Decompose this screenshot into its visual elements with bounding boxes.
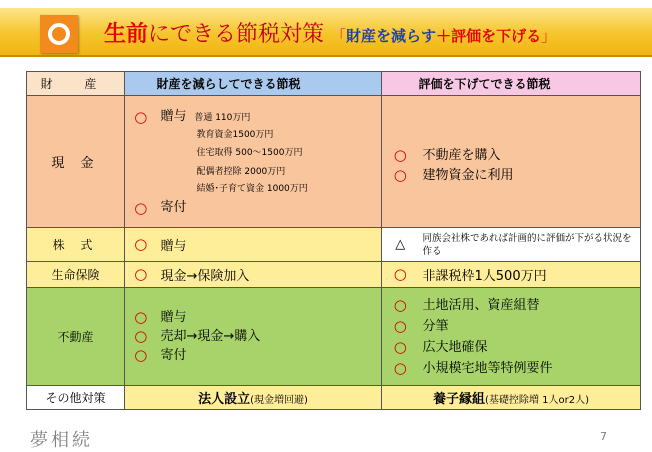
row-realestate bbox=[27, 288, 641, 386]
other-lower-note: (基礎控除増 1人or2人) bbox=[485, 395, 589, 406]
circle-mark: ○ bbox=[134, 198, 148, 217]
circle-mark: ○ bbox=[393, 265, 407, 283]
insurance-reduce-item: 現金→保険加入 bbox=[160, 269, 250, 284]
footer-brand: 夢相続 bbox=[30, 430, 93, 451]
row-cash bbox=[27, 96, 641, 228]
other-reduce-main: 法人設立 bbox=[198, 392, 251, 407]
realestate-lower-item: 広大地確保 bbox=[422, 339, 488, 355]
circle-mark: ○ bbox=[134, 327, 148, 345]
cash-gift-detail: 結婚･子育て資金 1000万円 bbox=[196, 183, 308, 194]
stock-reduce-item: 贈与 bbox=[160, 239, 187, 254]
other-reduce-note: (現金増回避) bbox=[250, 395, 308, 406]
other-reduce-cell bbox=[125, 386, 382, 410]
title-sub-red: 評価を下げる bbox=[451, 27, 542, 45]
cash-gift-detail: 普通 110万円 bbox=[194, 112, 251, 123]
triangle-mark: △ bbox=[395, 237, 406, 252]
circle-mark: ○ bbox=[393, 146, 407, 164]
realestate-reduce-item: 売却→現金→購入 bbox=[160, 329, 261, 344]
category-insurance: 生命保険 bbox=[27, 262, 125, 288]
realestate-lower-item: 分筆 bbox=[422, 318, 449, 334]
cash-lower-item: 建物資金に利用 bbox=[422, 167, 514, 183]
title-sub-blue: 財産を減らす bbox=[346, 27, 437, 45]
title-bracket-open: 「 bbox=[331, 27, 347, 45]
circle-mark: ○ bbox=[393, 316, 407, 335]
cash-gift-detail: 教育資金1500万円 bbox=[196, 129, 274, 140]
realestate-lower-item: 小規模宅地等特例要件 bbox=[422, 360, 553, 376]
circle-mark: ○ bbox=[134, 235, 148, 253]
title-main-rest: にできる節税対策 bbox=[148, 22, 325, 47]
circle-mark: ○ bbox=[393, 166, 407, 184]
logo-ring-icon bbox=[40, 15, 78, 53]
category-other: その他対策 bbox=[27, 386, 125, 410]
header-lower: 評価を下げてできる節税 bbox=[419, 72, 641, 96]
cash-bequest: 寄付 bbox=[160, 199, 187, 215]
circle-mark: ○ bbox=[134, 107, 148, 126]
circle-mark: ○ bbox=[134, 346, 148, 364]
header-reduce: 財産を減らしてできる節税 bbox=[157, 72, 382, 96]
page-title bbox=[104, 17, 556, 48]
row-insurance bbox=[27, 262, 641, 288]
insurance-lower-item: 非課税枠1人500万円 bbox=[422, 269, 547, 284]
circle-mark: ○ bbox=[134, 308, 148, 326]
category-realestate: 不動産 bbox=[27, 288, 125, 386]
title-main-red: 生前 bbox=[104, 22, 149, 47]
cash-gift-detail: 配偶者控除 2000万円 bbox=[196, 166, 286, 177]
table-header-row bbox=[27, 72, 641, 96]
category-cash: 現 金 bbox=[27, 96, 125, 228]
header-category: 財 産 bbox=[27, 72, 125, 96]
stock-lower-text: 同族会社株であれば計画的に評価が下がる状況を作る bbox=[422, 232, 632, 257]
other-lower-cell bbox=[382, 386, 641, 410]
title-sub-plus: ＋ bbox=[436, 27, 452, 45]
cash-lower-item: 不動産を購入 bbox=[422, 147, 501, 163]
cash-reduce-cell bbox=[157, 96, 382, 228]
cash-gift-label: 贈与 bbox=[160, 108, 187, 124]
category-stock: 株 式 bbox=[27, 228, 125, 262]
cash-lower-cell bbox=[419, 96, 641, 228]
circle-mark: ○ bbox=[393, 337, 407, 356]
cash-gift-detail: 住宅取得 500～1500万円 bbox=[196, 147, 303, 158]
title-bracket-close: 」 bbox=[541, 27, 557, 45]
other-lower-main: 養子縁組 bbox=[433, 392, 486, 407]
row-other bbox=[27, 386, 641, 410]
circle-mark: ○ bbox=[134, 265, 148, 283]
tax-strategy-table bbox=[26, 71, 641, 410]
circle-mark: ○ bbox=[393, 358, 407, 377]
realestate-lower-item: 土地活用、資産組替 bbox=[422, 297, 540, 313]
realestate-reduce-item: 贈与 bbox=[160, 310, 187, 325]
row-stock bbox=[27, 228, 641, 262]
circle-mark: ○ bbox=[393, 295, 407, 314]
realestate-reduce-item: 寄付 bbox=[160, 348, 187, 363]
page-number: 7 bbox=[600, 430, 607, 443]
